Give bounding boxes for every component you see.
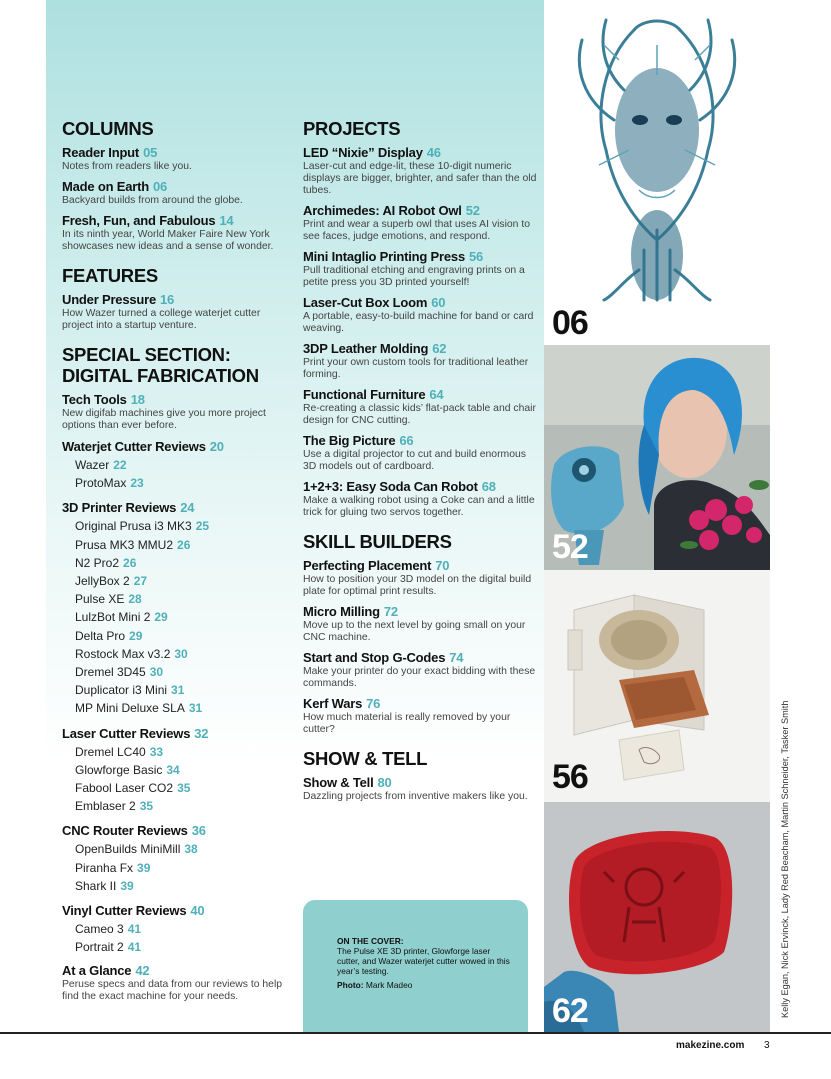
- page-number: 72: [383, 604, 398, 619]
- review-list: [62, 920, 292, 956]
- entry-title: Tech Tools: [62, 392, 127, 407]
- toc-entry[interactable]: [303, 696, 538, 736]
- item-name: Glowforge Basic: [75, 762, 163, 777]
- entry-description: Notes from readers like you.: [62, 161, 192, 172]
- group-title-text: Laser Cutter Reviews: [62, 725, 191, 741]
- page-number: 38: [184, 842, 198, 857]
- entry-title: The Big Picture: [303, 433, 396, 448]
- entry-title: Archimedes: AI Robot Owl: [303, 203, 462, 218]
- list-item[interactable]: [62, 681, 292, 699]
- photo-robot-owl[interactable]: [544, 345, 770, 570]
- list-item[interactable]: [62, 590, 292, 608]
- item-name: OpenBuilds MiniMill: [75, 842, 181, 857]
- photo-credits: Kelly Egan, Nick Ervinck, Lady Red Beacham, Martin Schneider, Tasker Smith: [780, 700, 790, 1018]
- entry-title: 3DP Leather Molding: [303, 341, 429, 356]
- entry-title: Micro Milling: [303, 604, 380, 619]
- entry-description: Make your printer do your exact bidding with these commands.: [303, 666, 536, 689]
- item-name: MP Mini Deluxe SLA: [75, 701, 185, 716]
- page-number: 80: [377, 775, 392, 790]
- item-name: Portrait 2: [75, 940, 124, 955]
- cover-text: The Pulse XE 3D printer, Glowforge laser cutter, and Wazer waterjet cutter wowed in this year’s testing.: [337, 946, 510, 976]
- item-name: Cameo 3: [75, 922, 124, 937]
- review-list: [62, 743, 292, 816]
- item-name: Delta Pro: [75, 628, 126, 643]
- entry-description: Re-creating a classic kids’ flat-pack table and chair design for CNC cutting.: [303, 403, 536, 426]
- review-group-title[interactable]: [62, 438, 292, 455]
- review-list: [62, 456, 292, 492]
- photo-made-on-earth[interactable]: [544, 0, 770, 345]
- toc-entry[interactable]: [62, 392, 292, 432]
- toc-entry[interactable]: [62, 213, 292, 253]
- list-item[interactable]: [62, 920, 292, 938]
- page-number: 29: [129, 628, 143, 643]
- page-number: 23: [130, 476, 144, 491]
- list-item[interactable]: [62, 797, 292, 815]
- sculpture-image: [544, 0, 770, 345]
- page-number: 42: [135, 963, 150, 979]
- group-title-text: CNC Router Reviews: [62, 823, 188, 839]
- page-number: 62: [432, 341, 447, 356]
- entry-description: Laser-cut and edge-lit, these 10-digit numeric displays are bigger, brighter, and safer than the old tubes.: [303, 161, 537, 196]
- page-number: 30: [174, 646, 188, 661]
- page-number: 32: [194, 725, 209, 741]
- toc-entry[interactable]: [303, 203, 538, 243]
- entry-title: LED “Nixie” Display: [303, 145, 423, 160]
- toc-entry[interactable]: [303, 604, 538, 644]
- page-number: 60: [431, 295, 446, 310]
- section-heading-special: [62, 344, 292, 386]
- cover-label: ON THE COVER:: [337, 936, 404, 946]
- toc-entry[interactable]: [303, 650, 538, 690]
- list-item[interactable]: [62, 572, 292, 590]
- review-group-title[interactable]: [62, 499, 292, 516]
- section-heading-features: FEATURES: [62, 265, 158, 286]
- page-number: 41: [127, 940, 142, 955]
- page-number: 70: [435, 558, 450, 573]
- page-number: 64: [429, 387, 444, 402]
- page-number: 14: [219, 213, 234, 228]
- item-name: N2 Pro2: [75, 555, 120, 570]
- toc-entry[interactable]: [303, 433, 538, 473]
- entry-description: Print and wear a superb owl that uses AI vision to see faces, judge emotions, and respond.: [303, 219, 530, 242]
- toc-entry[interactable]: [62, 145, 292, 173]
- page-number: 76: [366, 696, 381, 711]
- section-heading-show-tell: SHOW & TELL: [303, 748, 428, 769]
- list-item[interactable]: [62, 474, 292, 492]
- page-number: 56: [468, 249, 484, 264]
- entry-title: At a Glance: [62, 963, 132, 979]
- toc-entry[interactable]: [62, 179, 292, 207]
- entry-description: Peruse specs and data from our reviews to help find the exact machine for your needs.: [62, 979, 283, 1003]
- item-name: Rostock Max v3.2: [75, 646, 171, 661]
- entry-title: Made on Earth: [62, 179, 149, 194]
- page-number: 68: [481, 479, 496, 494]
- page-number: 35: [177, 781, 191, 796]
- list-item[interactable]: [62, 699, 292, 717]
- photo-leather-molding[interactable]: [544, 802, 770, 1032]
- page-number-badge: 06: [552, 304, 588, 342]
- toc-entry[interactable]: [303, 341, 538, 381]
- entry-title: Under Pressure: [62, 292, 157, 307]
- page-number: 30: [149, 665, 164, 680]
- page-number: 36: [191, 823, 206, 839]
- page-number: 52: [465, 203, 480, 218]
- item-name: Dremel 3D45: [75, 665, 146, 680]
- entry-description: Move up to the next level by going small on your CNC machine.: [303, 620, 526, 643]
- page-number: 24: [180, 500, 195, 516]
- toc-entry[interactable]: [303, 775, 538, 803]
- page-number: 40: [190, 903, 205, 919]
- section-heading-projects: PROJECTS: [303, 118, 401, 139]
- entry-title: Start and Stop G-Codes: [303, 650, 446, 665]
- list-item[interactable]: [62, 779, 292, 797]
- item-name: LulzBot Mini 2: [75, 610, 151, 625]
- section-heading-skill-builders: SKILL BUILDERS: [303, 531, 452, 552]
- list-item[interactable]: [62, 627, 292, 645]
- entry-title: 1+2+3: Easy Soda Can Robot: [303, 479, 478, 494]
- entry-description: Make a walking robot using a Coke can and a little trick for gluing two servos together.: [303, 495, 535, 518]
- list-item[interactable]: [62, 554, 292, 572]
- item-name: Wazer: [75, 458, 110, 472]
- toc-entry[interactable]: [62, 963, 292, 1003]
- list-item[interactable]: [62, 645, 292, 663]
- footer-rule: [0, 1032, 831, 1034]
- cover-photo-credit: [337, 979, 514, 991]
- page-number: 66: [399, 433, 414, 448]
- toc-left-column: [62, 118, 292, 1009]
- photo-printing-press[interactable]: [544, 570, 770, 802]
- item-name: Piranha Fx: [75, 860, 134, 875]
- page-number: 31: [188, 701, 203, 716]
- toc-entry[interactable]: [303, 145, 538, 197]
- page-number: 39: [137, 860, 151, 875]
- entry-title: Functional Furniture: [303, 387, 426, 402]
- entry-title: Fresh, Fun, and Fabulous: [62, 213, 216, 228]
- page-number: 31: [171, 683, 185, 698]
- photo-credit-name: Mark Madeo: [365, 980, 413, 990]
- page-number: 74: [449, 650, 464, 665]
- list-item[interactable]: [62, 456, 292, 474]
- entry-title: Reader Input: [62, 145, 140, 160]
- page-number: 33: [149, 744, 164, 759]
- item-name: Original Prusa i3 MK3: [75, 519, 192, 534]
- review-group-title[interactable]: [62, 902, 292, 919]
- page-number: 25: [195, 519, 210, 534]
- page-number: 41: [127, 922, 142, 937]
- list-item[interactable]: [62, 840, 292, 858]
- item-name: ProtoMax: [75, 476, 127, 491]
- entry-title: Laser-Cut Box Loom: [303, 295, 428, 310]
- entry-description: Pull traditional etching and engraving prints on a petite press you 3D printed yourself!: [303, 265, 525, 288]
- toc-entry[interactable]: [303, 479, 538, 519]
- page-number: 06: [152, 179, 168, 194]
- on-the-cover-box: [303, 900, 528, 1032]
- item-name: Emblaser 2: [75, 799, 136, 814]
- page-number-badge: 62: [552, 992, 588, 1030]
- entry-title: Show & Tell: [303, 775, 374, 790]
- list-item[interactable]: [62, 877, 292, 895]
- footer-site[interactable]: makezine.com: [676, 1040, 745, 1051]
- entry-title: Perfecting Placement: [303, 558, 432, 573]
- footer-page-number: 3: [764, 1040, 770, 1051]
- entry-description: Dazzling projects from inventive makers like you.: [303, 791, 528, 802]
- group-title-text: Vinyl Cutter Reviews: [62, 903, 187, 919]
- page-number: 28: [128, 592, 142, 607]
- item-name: Pulse XE: [75, 592, 125, 607]
- list-item[interactable]: [62, 536, 292, 554]
- entry-description: How to position your 3D model on the digital build plate for optimal print results.: [303, 574, 532, 597]
- page-number: 22: [113, 458, 127, 472]
- toc-entry[interactable]: [303, 295, 538, 335]
- page-number-badge: 56: [552, 758, 588, 796]
- entry-description: Use a digital projector to cut and build enormous 3D models out of cardboard.: [303, 449, 526, 472]
- page-number: 29: [154, 610, 168, 625]
- list-item[interactable]: [62, 743, 292, 761]
- toc-right-column: [303, 118, 538, 809]
- group-title-text: Waterjet Cutter Reviews: [62, 439, 206, 454]
- page-number: 20: [209, 439, 224, 454]
- review-list: [62, 840, 292, 895]
- page-number: 18: [130, 392, 145, 407]
- page-number: 34: [166, 762, 180, 777]
- list-item[interactable]: [62, 859, 292, 877]
- page-number: 26: [177, 537, 191, 552]
- entry-description: New digifab machines give you more project options than ever before.: [62, 408, 266, 431]
- list-item[interactable]: [62, 517, 292, 535]
- group-title-text: 3D Printer Reviews: [62, 500, 177, 516]
- entry-description: In its ninth year, World Maker Faire New York showcases new ideas and a sense of wonder.: [62, 229, 274, 252]
- special-heading-line2: DIGITAL FABRICATION: [62, 365, 259, 386]
- entry-title: Mini Intaglio Printing Press: [303, 249, 465, 264]
- entry-description: Print your own custom tools for traditional leather forming.: [303, 357, 529, 380]
- toc-entry[interactable]: [303, 249, 538, 289]
- special-heading-line1: SPECIAL SECTION:: [62, 344, 231, 365]
- item-name: JellyBox 2: [75, 574, 130, 589]
- toc-entry[interactable]: [62, 292, 292, 332]
- list-item[interactable]: [62, 663, 292, 681]
- list-item[interactable]: [62, 761, 292, 779]
- entry-description: Backyard builds from around the globe.: [62, 195, 243, 206]
- page-number: 16: [160, 292, 175, 307]
- item-name: Duplicator i3 Mini: [75, 683, 168, 698]
- page-number: 27: [133, 574, 148, 589]
- review-list: [62, 517, 292, 717]
- list-item[interactable]: [62, 938, 292, 956]
- entry-description: How Wazer turned a college waterjet cutter project into a startup venture.: [62, 308, 261, 331]
- photo-label: Photo:: [337, 980, 364, 990]
- item-name: Fabool Laser CO2: [75, 781, 174, 796]
- page-number-badge: 52: [552, 528, 588, 566]
- page-number: 46: [426, 145, 441, 160]
- page-number: 26: [123, 555, 137, 570]
- page-number: 05: [143, 145, 158, 160]
- item-name: Shark II: [75, 878, 117, 893]
- entry-description: How much material is really removed by your cutter?: [303, 712, 511, 735]
- item-name: Prusa MK3 MMU2: [75, 537, 174, 552]
- review-group-title[interactable]: [62, 822, 292, 839]
- toc-entry[interactable]: [303, 387, 538, 427]
- review-group-title[interactable]: [62, 725, 292, 742]
- entry-description: A portable, easy-to-build machine for band or card weaving.: [303, 311, 534, 334]
- list-item[interactable]: [62, 608, 292, 626]
- section-heading-columns: COLUMNS: [62, 118, 154, 139]
- page-number: 39: [120, 878, 134, 893]
- page-number: 35: [139, 799, 154, 814]
- entry-title: Kerf Wars: [303, 696, 363, 711]
- item-name: Dremel LC40: [75, 744, 146, 759]
- toc-entry[interactable]: [303, 558, 538, 598]
